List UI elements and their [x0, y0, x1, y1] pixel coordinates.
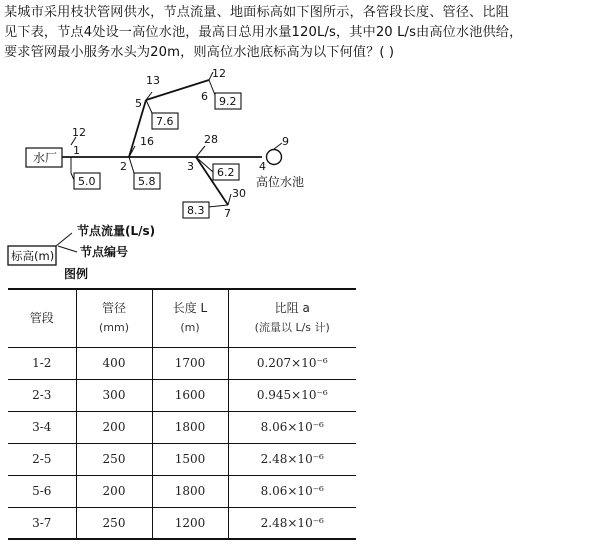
- cell-length: 1800: [152, 475, 228, 507]
- cell-diameter: 200: [76, 475, 152, 507]
- node-2-flow: 16: [140, 135, 154, 148]
- cell-segment: 3-4: [8, 411, 76, 443]
- table-row: [8, 507, 356, 539]
- cell-diameter: 250: [76, 443, 152, 475]
- legend-caption: 图例: [64, 267, 89, 281]
- cell-diameter: 200: [76, 411, 152, 443]
- cell-resistance: 0.945×10⁻⁶: [228, 379, 356, 411]
- table-header-row: [8, 289, 356, 347]
- cell-diameter: 250: [76, 507, 152, 539]
- cell-resistance: 2.48×10⁻⁶: [228, 443, 356, 475]
- node-3-id: 3: [187, 160, 194, 173]
- cell-segment: 5-6: [8, 475, 76, 507]
- node-3-flow: 28: [204, 133, 218, 146]
- cell-diameter: 400: [76, 347, 152, 379]
- node-7-flow: 30: [232, 187, 246, 200]
- legend: [8, 223, 155, 281]
- node-7-id: 7: [224, 207, 231, 220]
- cell-resistance: 8.06×10⁻⁶: [228, 411, 356, 443]
- legend-node-label: 节点编号: [80, 245, 129, 259]
- cell-length: 1200: [152, 507, 228, 539]
- header-segment: 管段: [8, 289, 76, 347]
- cell-length: 1600: [152, 379, 228, 411]
- node-6-elevation: 9.2: [219, 95, 237, 108]
- node-5-flow: 13: [146, 74, 160, 87]
- cell-length: 1700: [152, 347, 228, 379]
- cell-resistance: 2.48×10⁻⁶: [228, 507, 356, 539]
- header-resistance: 比阻 a (流量以 L/s 计): [228, 289, 356, 347]
- node-1-id: 1: [73, 144, 80, 157]
- header-diameter: 管径 (mm): [76, 289, 152, 347]
- node-2-id: 2: [120, 160, 127, 173]
- node-3-elevation: 6.2: [217, 166, 235, 179]
- node-4-id: 4: [259, 160, 266, 173]
- legend-elevation-label: 标高(m): [11, 249, 55, 263]
- question-text: [4, 3, 610, 63]
- leader-lines: [71, 72, 282, 207]
- cell-resistance: 0.207×10⁻⁶: [228, 347, 356, 379]
- header-length: 长度 L (m): [152, 289, 228, 347]
- node-5-id: 5: [135, 97, 142, 110]
- cell-length: 1500: [152, 443, 228, 475]
- table-row: [8, 411, 356, 443]
- node-7-elevation: 8.3: [187, 204, 205, 217]
- node-6-id: 6: [201, 90, 208, 103]
- cell-segment: 2-5: [8, 443, 76, 475]
- table-row: [8, 475, 356, 507]
- node-1-flow: 12: [72, 126, 86, 139]
- question-line-1: 某城市采用枝状管网供水，节点流量、地面标高如下图所示，各管段长度、管径、比阻: [4, 5, 509, 20]
- node-4-flow: 9: [282, 135, 289, 148]
- table-row: [8, 379, 356, 411]
- question-line-3: 要求管网最小服务水头为20m，则高位水池底标高为以下何值？( ): [4, 45, 395, 60]
- cell-segment: 2-3: [8, 379, 76, 411]
- table-row: [8, 443, 356, 475]
- reservoir-label: 高位水池: [256, 175, 305, 189]
- waterworks-label: 水厂: [33, 151, 58, 165]
- reservoir-circle: [267, 150, 282, 165]
- node-2-elevation: 5.8: [138, 175, 156, 188]
- cell-resistance: 8.06×10⁻⁶: [228, 475, 356, 507]
- legend-flow-label: 节点流量(L/s): [77, 224, 156, 238]
- table-row: [8, 347, 356, 379]
- node-5-elevation: 7.6: [156, 115, 174, 128]
- cell-segment: 1-2: [8, 347, 76, 379]
- cell-segment: 3-7: [8, 507, 76, 539]
- node-1-elevation: 5.0: [78, 175, 96, 188]
- question-line-2: 见下表，节点4处设一高位水池，最高日总用水量120L/s，其中20 L/s由高位水池供给，: [4, 25, 523, 40]
- cell-length: 1800: [152, 411, 228, 443]
- cell-diameter: 300: [76, 379, 152, 411]
- pipe-data-table: [8, 288, 356, 540]
- pipe-network-diagram: [0, 64, 614, 288]
- node-6-flow: 12: [212, 67, 226, 80]
